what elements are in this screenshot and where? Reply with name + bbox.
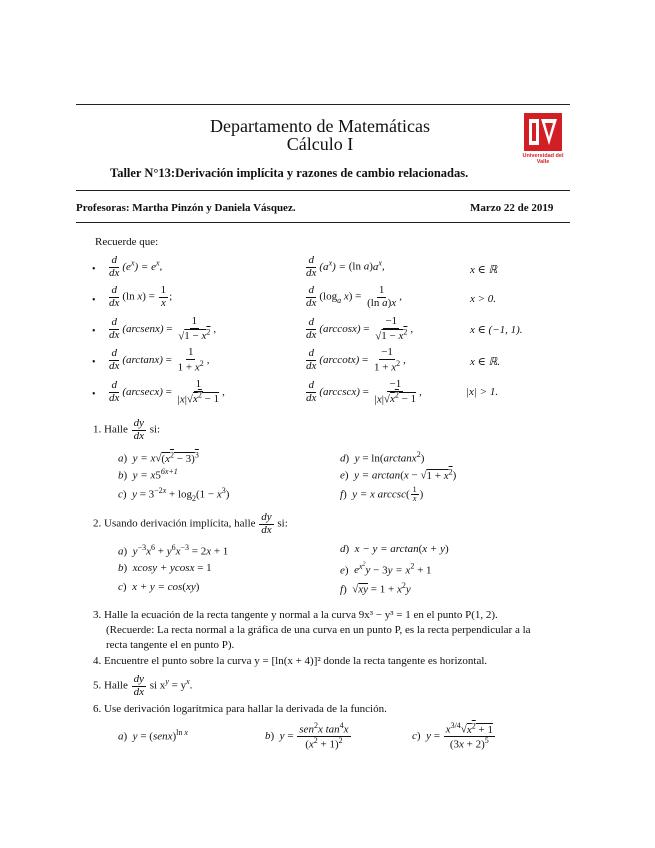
cond-2: x > 0. [470,293,497,305]
formula-arcsen: $\frac{d}{dx}$ (arcsenx) = $\frac{1}{√1 - x^2}$ , [109,315,217,343]
professors: Profesoras: Martha Pinzón y Daniela Vásquez. [76,202,296,214]
cond-3: x ∈ (−1, 1). [470,324,523,336]
formula-arctan: $\frac{d}{dx}$ (arctanx) = $\frac{1}{1 + x^2}$ , [109,346,210,374]
problem-4: 4. Encuentre el punto sobre la curva y = [ln(x + 4)]² donde la recta tangente es horizontal. [93,655,488,667]
cond-5: |x| > 1. [466,386,499,398]
p2-a: a) $y^{-3}x^6 + y^6x^{-3} = 2x + 1$ [118,543,229,558]
p2-f: f) $√xy = 1 + x^2y$ [340,581,411,596]
cond-1: x ∈ ℝ [470,264,498,276]
p6-a: a) y = (senx)$^{ln x}$ [118,728,188,743]
formula-arccsc: $\frac{d}{dx}$ (arccscx) = $\frac{-1}{|x|√x^2 - 1}$ , [306,378,422,406]
p1-a: a) $y = x√(x^2 - 3)^3$ [118,450,199,465]
p1-b: b) $y = x5^{6x+1}$ [118,467,178,482]
cond-4: x ∈ ℝ. [470,356,500,368]
recall-intro: Recuerde que: [95,236,159,248]
course-title: Cálculo I [286,134,354,154]
department-title: Departamento de Matemáticas [210,116,430,136]
logo-text: Universidad del Valle [522,153,564,165]
p1-e: e) $y = \arctan(x - √1 + x^2)$ [340,467,457,482]
problem-3-line3: recta tangente el en punto P). [106,639,235,651]
p6-b: b) y = $\frac{sen^2x \tan^4x}{(x^2 + 1)^2}$ [265,721,349,751]
p1-c: c) $y = 3^{-2x} + \log_2(1 - x^3)$ [118,486,230,503]
bullet: • [92,357,96,368]
formula-ln: $\frac{d}{dx}$ (ln x) = $\frac{1}{x}$ ; [109,284,173,309]
problem-5: 5. Halle $\frac{dy}{dx}$ si $x^y = y^x$. [93,673,193,698]
p1-d: d) y = ln(arctanx$^2$) [340,450,425,465]
date: Marzo 22 de 2019 [470,202,554,214]
problem-6: 6. Use derivación logarítmica para hallar la derivada de la función. [93,703,387,715]
problem-3-line2: (Recuerde: La recta normal a la gráfica de una curva en un punto P, es la recta perpendicular a la [106,624,531,636]
bullet: • [92,326,96,337]
p2-e: e) $e^{x^2}y - 3y = x^2 + 1$ [340,561,432,577]
bullet: • [92,295,96,306]
mid-rule [76,190,570,191]
bullet: • [92,389,96,400]
p6-c: c) y = $\frac{x^{3/4}√x^2 + 1}{(3x + 2)^5}$ [412,721,493,751]
problem-1: 1. Halle $\frac{dy}{dx}$ si: [93,417,161,442]
formula-arcsec: $\frac{d}{dx}$ (arcsecx) = $\frac{1}{|x|√x^2 - 1}$ , [109,378,225,406]
header-bottom-rule [76,222,570,223]
p1-f: f) y = x arccsc( $\frac{1}{x}$ ) [340,485,424,504]
problem-3: 3. Halle la ecuación de la recta tangente y normal a la curva 9x³ − y³ = 1 en el punto P(1, 2). [93,609,498,621]
problem-2: 2. Usando derivación implícita, halle $\frac{dy}{dx}$ si: [93,511,288,536]
p2-d: d) x − y = arctan(x + y) [340,543,449,555]
workshop-title: Taller N°13:Derivación implícita y razones de cambio relacionadas. [110,166,469,180]
formula-arccos: $\frac{d}{dx}$ (arccosx) = $\frac{-1}{√1 - x^2}$ , [306,315,414,343]
p2-b: b) xcosy + ycosx = 1 [118,562,212,574]
university-logo [524,113,562,151]
bullet: • [92,264,96,275]
formula-exp: $\frac{d}{dx}$ $(e^x) = e^x$, [109,254,163,279]
formula-log: $\frac{d}{dx}$ ($\log_a$ x) = $\frac{1}{\text{(ln a)x}}$ , [306,284,402,309]
formula-arccot: $\frac{d}{dx}$ (arccotx) = $\frac{-1}{1 + x^2}$ , [306,346,406,374]
top-rule [76,104,570,105]
p2-c: c) x + y = cos(xy) [118,581,200,593]
formula-ax: $\frac{d}{dx}$ $(a^x) = (\ln$ $a)a^x$, [306,254,385,279]
